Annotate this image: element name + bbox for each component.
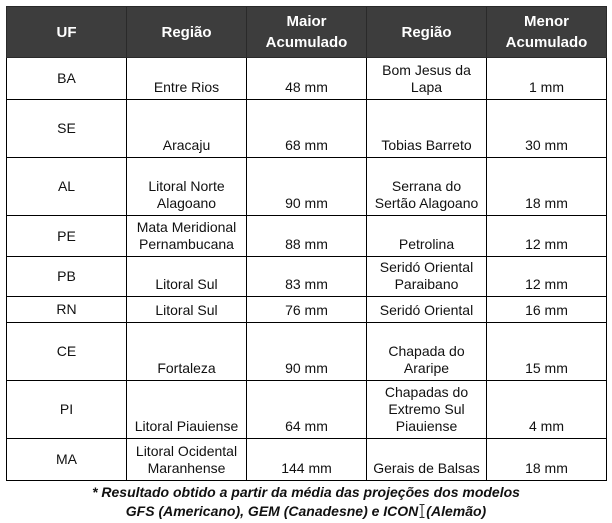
header-maior-acumulado: Maior Acumulado: [247, 7, 367, 58]
footnote: [6, 483, 606, 521]
header-uf: UF: [7, 7, 127, 58]
cell-maior-acumulado: 144 mm: [247, 439, 367, 481]
cell-regiao-max: Litoral Sul: [127, 257, 247, 297]
cell-regiao-max: Aracaju: [127, 100, 247, 158]
text-cursor-icon: [419, 504, 425, 518]
cell-uf: MA: [7, 439, 127, 481]
cell-regiao-max: Litoral Ocidental Maranhense: [127, 439, 247, 481]
table-row: [7, 297, 607, 323]
cell-uf: PI: [7, 381, 127, 439]
table-header-row: [7, 7, 607, 58]
cell-regiao-min: Gerais de Balsas: [367, 439, 487, 481]
cell-regiao-max: Fortaleza: [127, 323, 247, 381]
cell-menor-acumulado: 16 mm: [487, 297, 607, 323]
cell-uf: BA: [7, 58, 127, 100]
footnote-line-1: * Resultado obtido a partir da média das projeções dos modelos: [92, 484, 520, 500]
cell-regiao-max: Entre Rios: [127, 58, 247, 100]
cell-uf: AL: [7, 158, 127, 216]
cell-regiao-min: Serrana do Sertão Alagoano: [367, 158, 487, 216]
cell-menor-acumulado: 4 mm: [487, 381, 607, 439]
footnote-line-2: [6, 502, 606, 521]
cell-menor-acumulado: 18 mm: [487, 158, 607, 216]
cell-maior-acumulado: 64 mm: [247, 381, 367, 439]
cell-menor-acumulado: 30 mm: [487, 100, 607, 158]
cell-menor-acumulado: 12 mm: [487, 216, 607, 257]
cell-regiao-max: Mata Meridional Pernambucana: [127, 216, 247, 257]
header-regiao-max: Região: [127, 7, 247, 58]
cell-maior-acumulado: 88 mm: [247, 216, 367, 257]
table-row: [7, 381, 607, 439]
cell-regiao-min: Seridó Oriental: [367, 297, 487, 323]
cell-regiao-min: Petrolina: [367, 216, 487, 257]
cell-menor-acumulado: 12 mm: [487, 257, 607, 297]
footnote-line-2-text: GFS (Americano), GEM (Canadesne) e ICON: [125, 503, 419, 519]
footnote-line-2-end: (Alemão): [426, 503, 487, 519]
cell-menor-acumulado: 1 mm: [487, 58, 607, 100]
cell-regiao-min: Chapadas do Extremo Sul Piauiense: [367, 381, 487, 439]
cell-maior-acumulado: 76 mm: [247, 297, 367, 323]
cell-regiao-min: Tobias Barreto: [367, 100, 487, 158]
table-row: [7, 100, 607, 158]
cell-maior-acumulado: 90 mm: [247, 158, 367, 216]
cell-uf: PE: [7, 216, 127, 257]
cell-maior-acumulado: 90 mm: [247, 323, 367, 381]
cell-regiao-max: Litoral Piauiense: [127, 381, 247, 439]
table-row: [7, 439, 607, 481]
cell-uf: SE: [7, 100, 127, 158]
cell-uf: PB: [7, 257, 127, 297]
header-menor-acumulado: Menor Acumulado: [487, 7, 607, 58]
table-row: [7, 216, 607, 257]
cell-uf: CE: [7, 323, 127, 381]
cell-maior-acumulado: 83 mm: [247, 257, 367, 297]
cell-menor-acumulado: 18 mm: [487, 439, 607, 481]
cell-regiao-max: Litoral Sul: [127, 297, 247, 323]
cell-maior-acumulado: 68 mm: [247, 100, 367, 158]
table-row: [7, 257, 607, 297]
table-row: [7, 158, 607, 216]
cell-uf: RN: [7, 297, 127, 323]
rainfall-table: [6, 6, 607, 481]
cell-regiao-min: Seridó Oriental Paraibano: [367, 257, 487, 297]
cell-regiao-max: Litoral Norte Alagoano: [127, 158, 247, 216]
cell-regiao-min: Bom Jesus da Lapa: [367, 58, 487, 100]
cell-maior-acumulado: 48 mm: [247, 58, 367, 100]
table-row: [7, 58, 607, 100]
cell-regiao-min: Chapada do Araripe: [367, 323, 487, 381]
cell-menor-acumulado: 15 mm: [487, 323, 607, 381]
header-regiao-min: Região: [367, 7, 487, 58]
table-row: [7, 323, 607, 381]
